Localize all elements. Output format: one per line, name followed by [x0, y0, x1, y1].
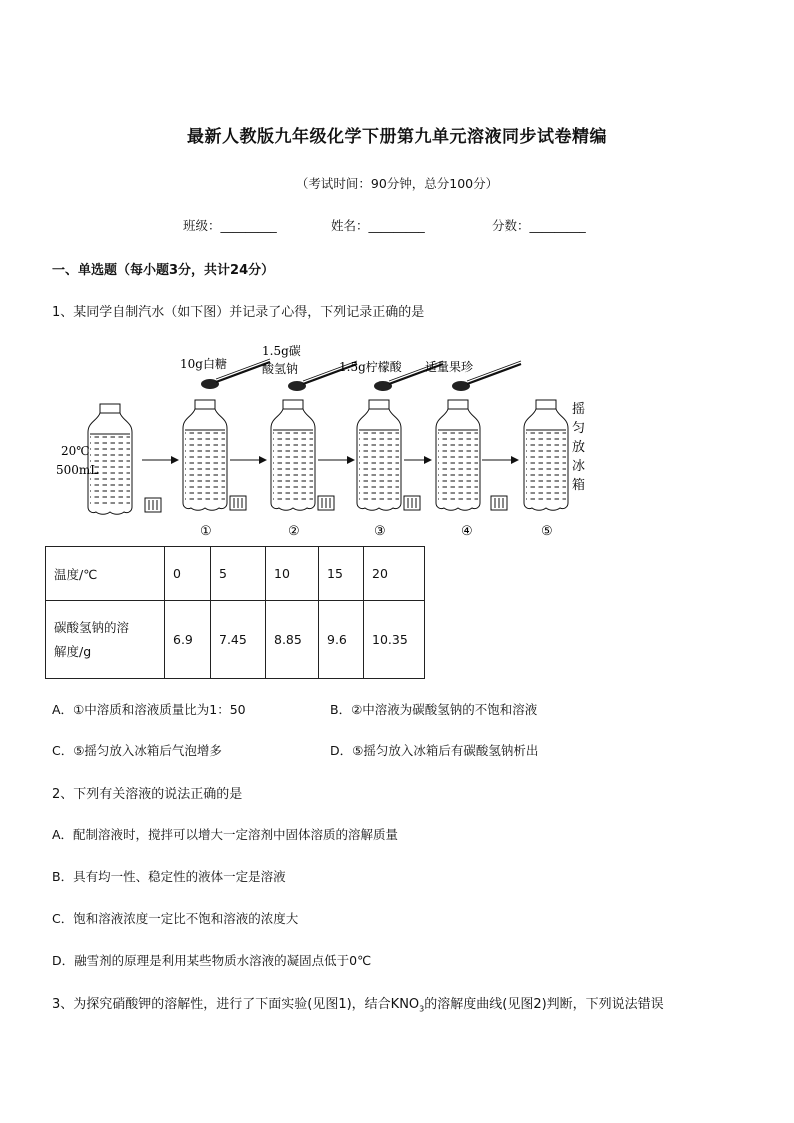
class-field[interactable]: 班级：_________ [183, 218, 277, 233]
table-cell: 15 [319, 547, 364, 601]
table-header-cell: 温度/℃ [46, 547, 165, 601]
add-sugar-label: 10g白糖 [180, 357, 227, 371]
table-cell: 7.45 [211, 601, 266, 679]
table-row [46, 547, 425, 601]
shake-label-1: 摇 [572, 402, 586, 417]
table-cell: 10 [266, 547, 319, 601]
bottle-2 [271, 400, 315, 510]
solubility-table [45, 546, 425, 679]
table-row [46, 601, 425, 679]
shake-label-2: 匀 [572, 421, 586, 436]
table-cell: 6.9 [165, 601, 211, 679]
q2-option-c[interactable]: C．饱和溶液浓度一定比不饱和溶液的浓度大 [52, 911, 299, 926]
table-cell: 5 [211, 547, 266, 601]
table-cell: 8.85 [266, 601, 319, 679]
shake-label-4: 冰 [572, 459, 586, 474]
q2-option-d[interactable]: D．融雪剂的原理是利用某些物质水溶液的凝固点低于0℃ [52, 953, 372, 968]
table-cell: 9.6 [319, 601, 364, 679]
section-heading: 一、单选题（每小题3分，共计24分） [52, 263, 275, 278]
cap-icon [491, 496, 507, 510]
q2-option-a[interactable]: A．配制溶液时，搅拌可以增大一定溶剂中固体溶质的溶解质量 [52, 827, 399, 842]
table-header-cell [46, 601, 165, 679]
table-cell: 0 [165, 547, 211, 601]
shake-label-3: 放 [572, 440, 586, 455]
step-5-label: ⑤ [541, 524, 553, 539]
step-1-label: ① [200, 524, 212, 539]
q3-stem-part1: 3、为探究硝酸钾的溶解性，进行了下面实验(见图1)，结合KNO [52, 997, 420, 1012]
score-field[interactable]: 分数：_________ [492, 218, 586, 233]
add-baking-soda-label-1: 1.5g碳 [262, 344, 301, 358]
add-fruit-powder-label: 适量果珍 [425, 360, 474, 374]
step-2-label: ② [288, 524, 300, 539]
bottle-5 [524, 400, 568, 510]
cap-icon [404, 496, 420, 510]
shake-label-5: 箱 [572, 478, 586, 493]
table-cell: 20 [364, 547, 425, 601]
start-volume-label: 500mL [56, 463, 99, 477]
start-temp-label: 20℃ [61, 444, 90, 458]
bottle-1 [183, 400, 227, 510]
cap-icon [318, 496, 334, 510]
step-3-label: ③ [374, 524, 386, 539]
table-cell: 10.35 [364, 601, 425, 679]
q3-stem-part2: 的溶解度曲线(见图2)判断，下列说法错误 [424, 997, 664, 1012]
q2-option-b[interactable]: B．具有均一性、稳定性的液体一定是溶液 [52, 869, 286, 884]
bottle-start [88, 404, 132, 514]
q1-option-a[interactable]: A．①中溶质和溶液质量比为1：50 [52, 702, 246, 717]
question-3-stem [52, 993, 664, 1014]
question-2-stem: 2、下列有关溶液的说法正确的是 [52, 787, 243, 802]
add-baking-soda-label-2: 酸氢钠 [262, 362, 299, 376]
q3-subscript: 3 [419, 1004, 425, 1014]
name-field[interactable]: 姓名：_________ [331, 218, 425, 233]
add-citric-acid-label: 1.5g柠檬酸 [339, 360, 402, 374]
table-header-line: 解度/g [54, 643, 92, 659]
bottle-3 [357, 400, 401, 510]
cap-icon [145, 498, 161, 512]
bottle-4 [436, 400, 480, 510]
q1-option-d[interactable]: D．⑤摇匀放入冰箱后有碳酸氢钠析出 [330, 743, 539, 758]
page-title: 最新人教版九年级化学下册第九单元溶液同步试卷精编 [187, 127, 607, 147]
step-4-label: ④ [461, 524, 473, 539]
table-header-line: 碳酸氢钠的溶 [54, 619, 130, 635]
soda-experiment-figure [50, 338, 610, 543]
q1-option-c[interactable]: C．⑤摇匀放入冰箱后气泡增多 [52, 743, 222, 758]
exam-subtitle: （考试时间：90分钟，总分100分） [295, 176, 499, 191]
q1-option-b[interactable]: B．②中溶液为碳酸氢钠的不饱和溶液 [330, 702, 538, 717]
cap-icon [230, 496, 246, 510]
question-1-stem: 1、某同学自制汽水（如下图）并记录了心得，下列记录正确的是 [52, 305, 425, 320]
